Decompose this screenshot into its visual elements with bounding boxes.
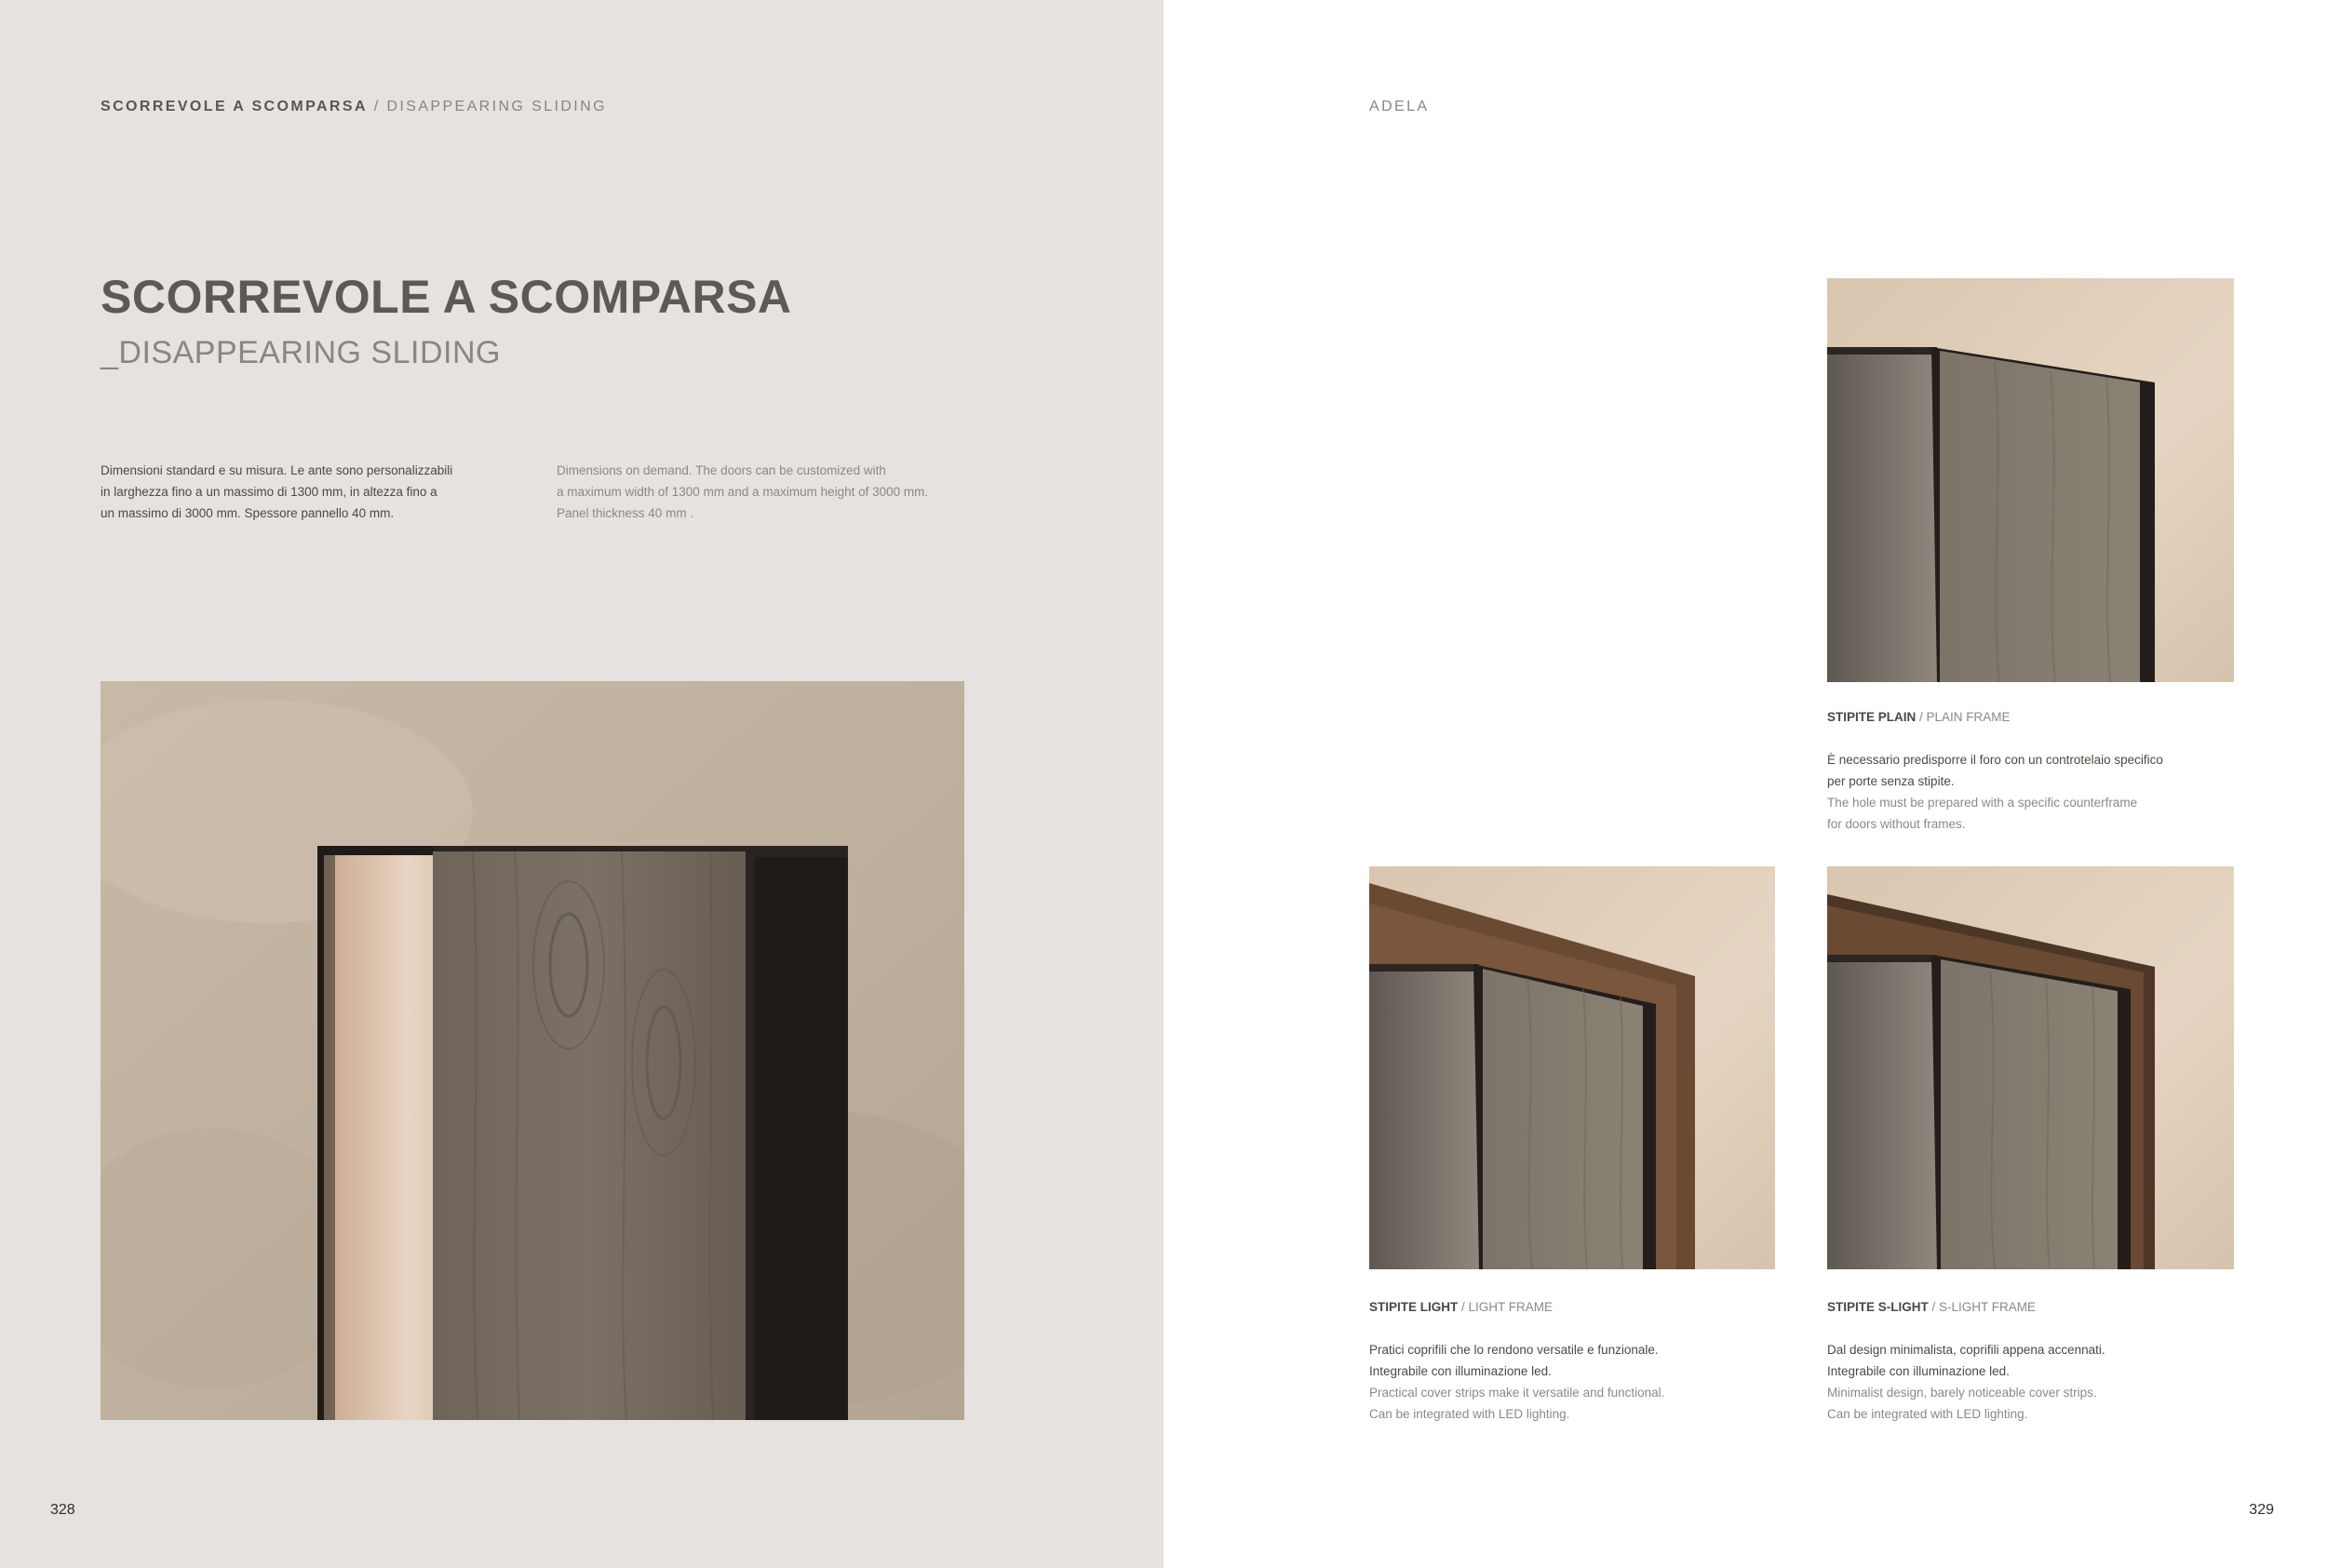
description-line: Dimensions on demand. The doors can be customized with	[557, 463, 886, 477]
plain-frame-photo	[1827, 278, 2234, 682]
page-number: 328	[50, 1502, 75, 1518]
caption-line: per porte senza stipite.	[1827, 774, 1955, 788]
s-light-frame-photo	[1827, 866, 2234, 1269]
description-line: a maximum width of 1300 mm and a maximum height of 3000 mm.	[557, 485, 929, 499]
running-header-section: SCORREVOLE A SCOMPARSA	[101, 99, 368, 114]
plain-frame-caption-title	[1827, 710, 2011, 724]
page-title: SCORREVOLE A SCOMPARSA	[101, 271, 792, 323]
caption-line: Minimalist design, barely noticeable cover strips.	[1827, 1386, 2097, 1400]
right-page	[1164, 0, 2327, 1568]
description-english	[557, 460, 928, 524]
description-italian	[101, 460, 452, 524]
plain-frame-name-en: / PLAIN FRAME	[1916, 710, 2011, 724]
description-line: in larghezza fino a un massimo di 1300 mm, in altezza fino a	[101, 485, 437, 499]
caption-line: Integrabile con illuminazione led.	[1369, 1364, 1552, 1378]
plain-frame-description	[1827, 749, 2163, 835]
s-light-frame-description	[1827, 1339, 2105, 1425]
running-header-product: ADELA	[1369, 99, 1430, 114]
caption-line: Can be integrated with LED lighting.	[1369, 1407, 1570, 1421]
description-line: Panel thickness 40 mm .	[557, 506, 694, 520]
plain-frame-name-it: STIPITE PLAIN	[1827, 710, 1917, 724]
running-header-section-en: / DISAPPEARING SLIDING	[367, 99, 607, 114]
running-header	[101, 99, 607, 115]
description-line: Dimensioni standard e su misura. Le ante sono personalizzabili	[101, 463, 453, 477]
s-light-frame-name-it: STIPITE S-LIGHT	[1827, 1300, 1929, 1314]
light-frame-name-it: STIPITE LIGHT	[1369, 1300, 1459, 1314]
caption-line: Integrabile con illuminazione led.	[1827, 1364, 2010, 1378]
light-frame-name-en: / LIGHT FRAME	[1458, 1300, 1554, 1314]
light-frame-caption-title	[1369, 1300, 1553, 1314]
s-light-frame-name-en: / S-LIGHT FRAME	[1928, 1300, 2037, 1314]
page-subtitle: _DISAPPEARING SLIDING	[101, 335, 501, 370]
caption-line: Pratici coprifili che lo rendono versatile e funzionale.	[1369, 1343, 1659, 1357]
description-line: un massimo di 3000 mm. Spessore pannello 40 mm.	[101, 506, 395, 520]
caption-line: The hole must be prepared with a specific counterframe	[1827, 796, 2138, 810]
s-light-frame-caption-title	[1827, 1300, 2036, 1314]
page-number: 329	[2249, 1502, 2274, 1518]
hero-door-photo	[101, 681, 964, 1420]
caption-line: for doors without frames.	[1827, 817, 1966, 831]
caption-line: Can be integrated with LED lighting.	[1827, 1407, 2028, 1421]
light-frame-description	[1369, 1339, 1664, 1425]
caption-line: Dal design minimalista, coprifili appena accennati.	[1827, 1343, 2105, 1357]
light-frame-photo	[1369, 866, 1775, 1269]
caption-line: È necessario predisporre il foro con un controtelaio specifico	[1827, 753, 2163, 767]
caption-line: Practical cover strips make it versatile and functional.	[1369, 1386, 1665, 1400]
